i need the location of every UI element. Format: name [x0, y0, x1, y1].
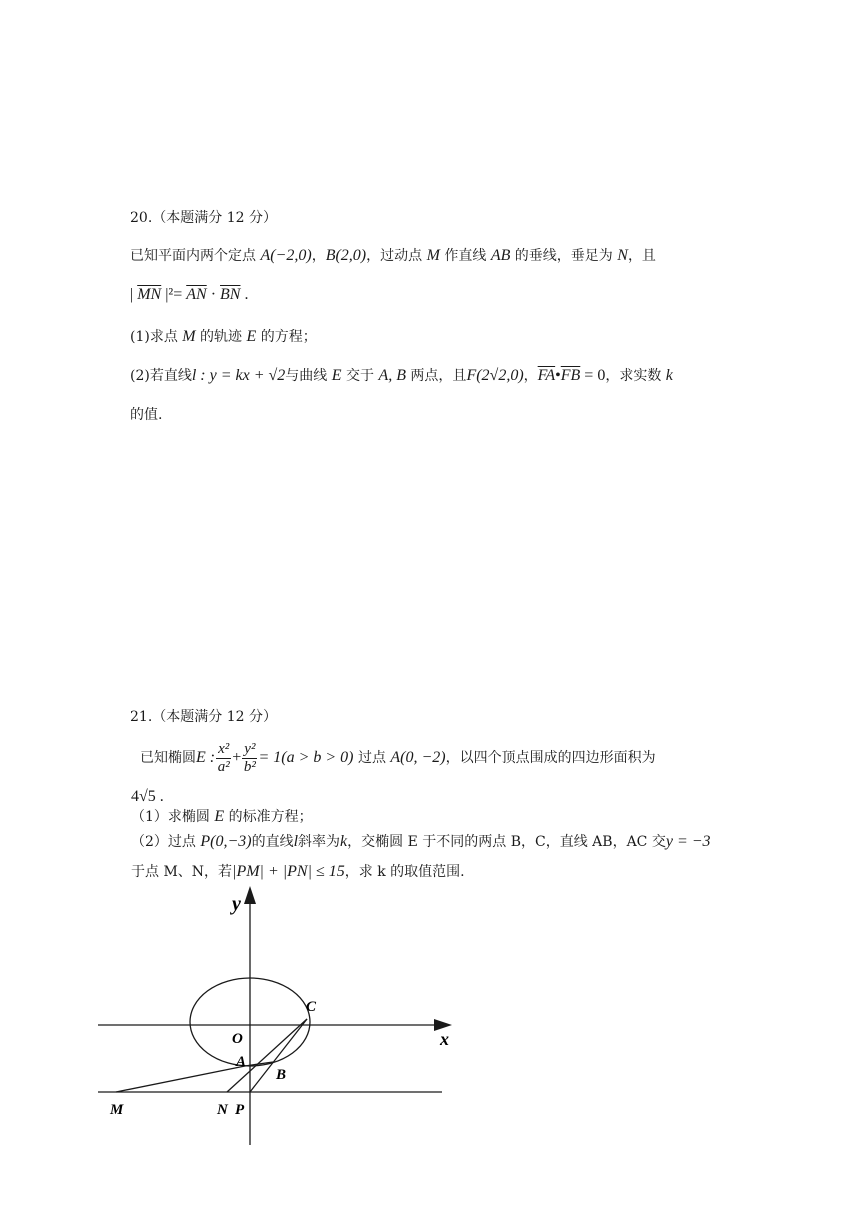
- q20-intro: 已知平面内两个定点 A(−2,0)，B(2,0)，过动点 M 作直线 AB 的垂线，垂足为 N，且: [130, 247, 656, 264]
- point-b: B(2,0): [325, 247, 367, 264]
- point-a: A(−2,0): [260, 247, 312, 264]
- point-p: P(0,−3): [200, 833, 252, 850]
- vector-mn: $\overline{MN}$: [137, 286, 162, 303]
- q21-part1: （1）求椭圆 E 的标准方程；: [131, 808, 313, 825]
- q20-vector-equation: | $\overline{MN}$ $|^2= \overline{AN} \cdot \overline{BN}$ .: [130, 286, 249, 303]
- vector-an: $\overline{AN}$: [186, 286, 207, 303]
- q20-part1: (1)求点 M 的轨迹 E 的方程；: [130, 328, 317, 345]
- q20-part2-end: 的值.: [130, 407, 163, 423]
- label-b: B: [276, 1067, 287, 1083]
- vector-bn: $\overline{BN}$: [220, 286, 241, 303]
- label-x: x: [440, 1029, 449, 1049]
- label-o: O: [232, 1031, 243, 1047]
- line-ab-to-m: [116, 1066, 245, 1092]
- q20-header: 20.（本题满分 12 分）: [130, 210, 277, 226]
- label-p: P: [235, 1102, 245, 1118]
- label-a: A: [236, 1054, 247, 1070]
- inequality: |PM| + |PN| ≤ 15: [232, 863, 345, 880]
- q20-part2: (2)若直线l : y = kx + √2与曲线 E 交于 A, B 两点，且F(2√2,0)，$\overline{FA}•\overline{FB} = 0$，求实数 k: [130, 367, 673, 384]
- q21-part2: （2）过点 P(0,−3)的直线l斜率为k，交椭圆 E 于不同的两点 B，C，直线 AB，AC 交y = −3: [131, 833, 711, 850]
- fraction-x2-a2: $\frac{\text{x²}}{\text{a²}}$: [217, 740, 230, 775]
- line-l-equation: l : y = kx + √2: [191, 367, 286, 384]
- y-axis-arrow-icon: [244, 886, 256, 904]
- q21-part2-cont: 于点 M、N，若|PM| + |PN| ≤ 15，求 k 的取值范围.: [131, 863, 465, 880]
- vector-fb: $\overline{FB}$: [560, 367, 581, 384]
- fraction-y2-b2: $\frac{\text{y²}}{\text{b²}}$: [243, 740, 256, 775]
- q21-area-value: 4√5 .: [131, 788, 164, 805]
- vector-fa: $\overline{FA}$: [537, 367, 556, 384]
- point-a-ellipse: A(0, −2): [390, 749, 446, 766]
- point-f: F(2√2,0): [466, 367, 524, 384]
- q21-intro: 已知椭圆E : $\frac{\text{x²}}{\text{a²}}$ + $\frac{\text{y²}}{\text{b²}}$ = 1(a > b > 0) 过点 A(0, −2)，以四个顶点围成的四边形面积为: [140, 740, 656, 775]
- label-y: y: [232, 893, 241, 915]
- label-c: C: [306, 999, 317, 1015]
- q21-header: 21.（本题满分 12 分）: [130, 709, 277, 725]
- label-m: M: [110, 1102, 124, 1118]
- label-n: N: [217, 1102, 228, 1118]
- ellipse-figure: [90, 880, 470, 1150]
